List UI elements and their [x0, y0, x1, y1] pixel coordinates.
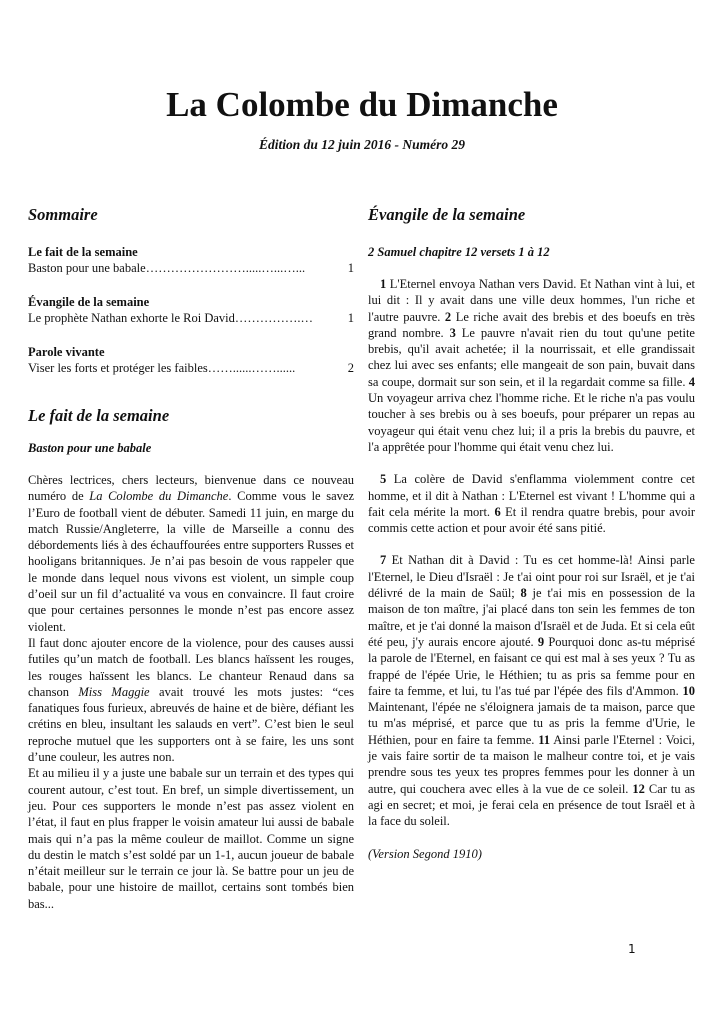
scripture-paragraph: 5 La colère de David s'enflamma violemment contre cet homme, et il dit à Nathan : L'Eternel est vivant ! L'homme qui a fait cela mérite la mort. 6 Et il rendra quatre brebis, pour avoir commis cette action et pour avoir été sans pitié. — [368, 472, 695, 536]
verse-number: 2 — [444, 309, 452, 324]
toc-page-number: 1 — [347, 261, 354, 275]
toc-page-number: 1 — [347, 311, 354, 325]
toc-entry[interactable] — [28, 244, 354, 276]
verse-number: 3 — [449, 325, 456, 340]
verse-number: 12 — [632, 781, 645, 796]
scripture-reference: 2 Samuel chapitre 12 versets 1 à 12 — [368, 245, 550, 259]
newspaper-name: La Colombe du Dimanche — [89, 489, 229, 504]
newspaper-title: La Colombe du Dimanche — [166, 85, 558, 124]
verse-number: 8 — [520, 586, 527, 601]
page-number: 1 — [628, 942, 636, 956]
toc — [28, 244, 354, 376]
toc-dots: …………….… — [234, 311, 313, 325]
toc-text: Le prophète Nathan exhorte le Roi David — [28, 311, 235, 325]
verse-number: 10 — [682, 683, 695, 698]
fait-heading: Le fait de la semaine — [28, 406, 170, 425]
verse-number: 6 — [494, 504, 501, 519]
edition-line: Édition du 12 juin 2016 - Numéro 29 — [259, 137, 465, 152]
fait-paragraph: Chères lectrices, chers lecteurs, bienvenue dans ce nouveau numéro de La Colombe du Dimanche. Comme vous le savez l’Euro de football vient de débuter. Samedi 11 juin, en marge du match Russie/Angleterre, la ville de Marseille a connu des débordements liés à des échauffourées entre supporters Russes et hooligans britanniques. Je n’ai pas besoin de vous rappeler que le monde dans lequel nous vivons est violent, un simple coup d’oeil sur un fil d’actualité va vous en convaincre. Il faut croire que pour certaines personnes le monde n’est pas encore assez violent. — [28, 473, 354, 634]
toc-text: Viser les forts et protéger les faibles — [28, 361, 208, 375]
verse-number: 7 — [380, 553, 387, 568]
verse-number: 4 — [688, 374, 695, 389]
verse-number: 9 — [537, 634, 545, 649]
verse-number: 1 — [380, 277, 387, 291]
scripture-paragraph: 7 Et Nathan dit à David : Tu es cet homme-là! Ainsi parle l'Eternel, le Dieu d'Israël : Je t'ai oint pour roi sur Israël, et je t'ai délivré de la main de Saül; 8 je t'ai mis en possession de la maison de ton maître, j'ai placé dans ton sein les femmes de ton maître, et je t'ai donné la maison d'Israël et de Juda. Et si cela eût été peu, j'y aurais encore ajouté. 9 Pourquoi donc as-tu méprisé la parole de l'Eternel, en faisant ce qui est mal à ses yeux ? Tu as frappé de l'épée Urie, le Héthien; tu as pris sa femme pour en faire ta femme, et lui, tu l'as tué par l'épée des fils d'Ammon. 10 Maintenant, l'épée ne s'éloignera jamais de ta maison, parce que tu m'as méprisé, et parce que tu as pris la femme d'Urie, le Héthien, pour en faire ta femme. 11 Ainsi parle l'Eternel : Voici, je vais faire sortir de ta maison le malheur contre toi, et je vais prendre sous tes yeux tes propres femmes pour les donner à un autre, qui couchera avec elles à la vue de ce soleil. 12 Car tu as agi en secret; et moi, je ferai cela en présence de tout Israël et à la face du soleil. — [368, 553, 696, 829]
toc-section: Parole vivante — [28, 345, 105, 359]
sommaire-heading: Sommaire — [28, 205, 98, 224]
verse-number: 11 — [538, 732, 551, 747]
song-title: Miss Maggie — [78, 684, 150, 699]
evangile-heading: Évangile de la semaine — [368, 205, 526, 224]
fait-paragraph: Il faut donc ajouter encore de la violence, pour des causes aussi futiles qu’un match de football. Les blancs haïssent les rouges, les rouges haïssent les blancs. Le chanteur Renaud dans sa chanson Miss Maggie avait trouvé les mots justes: “ces fanatiques fous furieux, abreuvés de haine et de bière, défiant les crétins en bleu, insultant les salauds en vert”. C’est bien le seul reproche mutuel que les supporters ont à se faire, les uns sont d’une couleur, les autres non. — [28, 635, 354, 765]
toc-section: Évangile de la semaine — [28, 295, 150, 309]
scripture-paragraph: 1 L'Eternel envoya Nathan vers David. Et Nathan vint à lui, et lui dit : Il y avait dans une ville deux hommes, l'un riche et l'autre pauvre. 2 Le riche avait des brebis et des boeufs en très grand nombre. 3 Le pauvre n'avait rien du tout qu'une petite brebis, qu'il avait achetée; il la nourrissait, et elle grandissait chez lui avec ses enfants; elle mangeait de son pain, buvait dans sa coupe, dormait sur son sein, et il la regardait comme sa fille. 4 Un voyageur arriva chez l'homme riche. Et le riche n'a pas voulu toucher à ses brebis ou à ses boeufs, pour préparer un repas au voyageur qui était venu chez lui; il a pris la brebis du pauvre, et l'a apprêtée pour l'homme qui était venu chez lui. — [368, 277, 695, 454]
fait-paragraph: Et au milieu il y a juste une babale sur un terrain et des types qui courent autour, c’est tout. En bref, un simple divertissement, un jeu. Pour ces supporters le monde n’est pas assez violent en l’état, il faut en plus frapper le voisin amateur lui aussi de babale mais qui n’a pas la même couleur de maillot. Comme un signe du destin le match s’est soldé par un 1-1, aucun joueur de babale n’était meilleur sur le terrain ce jour là. Se battre pour un jeu de babale, pour une histoire de maillot, certains sont tombés bien bas... — [28, 766, 354, 911]
toc-dots: …………………….....…...…... — [145, 261, 306, 275]
toc-entry[interactable] — [28, 344, 354, 376]
fait-article — [28, 472, 354, 912]
toc-dots: ……......……...... — [207, 361, 296, 375]
toc-text: Baston pour une babale — [28, 261, 146, 275]
fait-subheading: Baston pour une babale — [28, 441, 152, 455]
bible-version: (Version Segond 1910) — [368, 846, 482, 861]
toc-section: Le fait de la semaine — [28, 245, 138, 259]
right-column — [368, 205, 695, 862]
left-column — [28, 205, 354, 912]
toc-page-number: 2 — [347, 361, 354, 375]
verse-number: 5 — [380, 472, 387, 487]
toc-entry[interactable] — [28, 294, 354, 326]
